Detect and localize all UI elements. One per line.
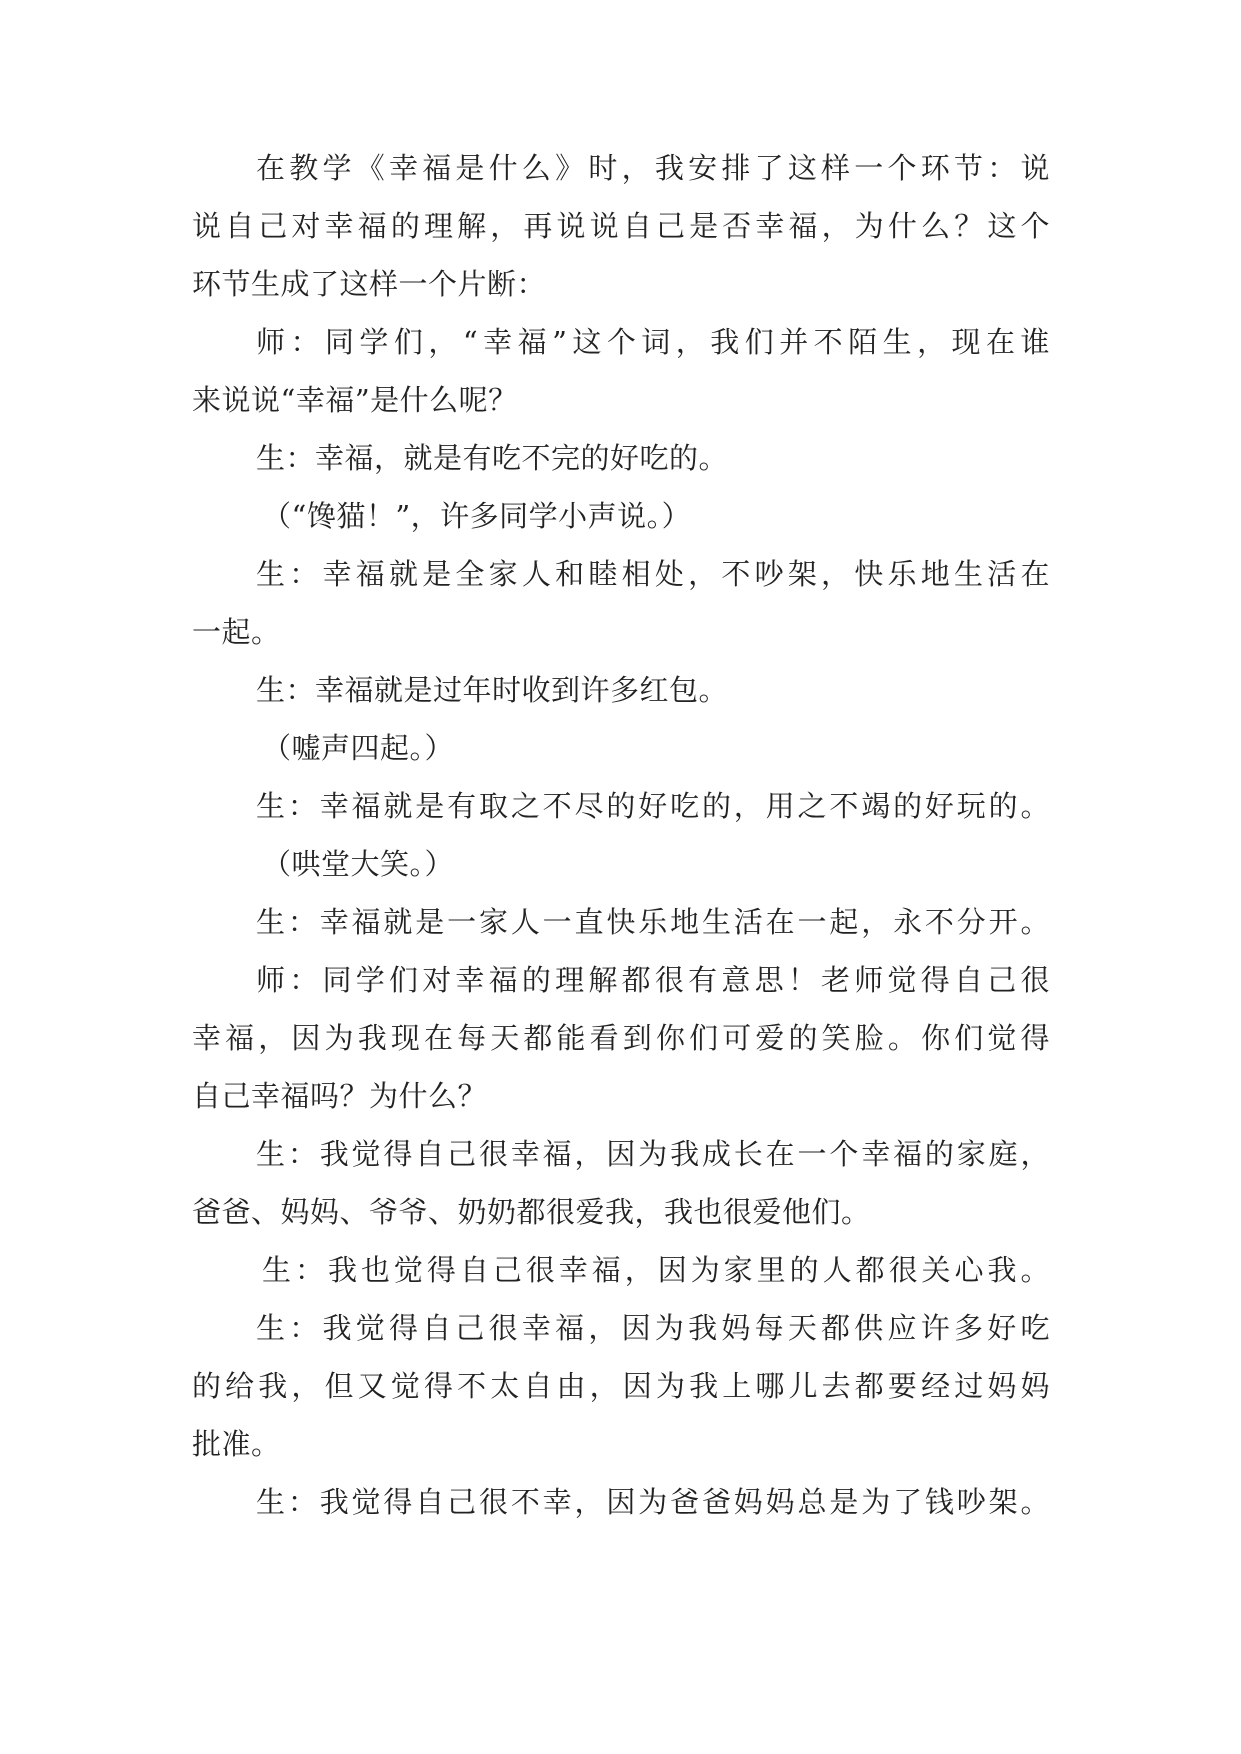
paragraph-line: （嘘声四起。） — [262, 731, 455, 765]
paragraph-line: （“馋猫！”，许多同学小声说。） — [262, 499, 692, 533]
paragraph-line: 自己幸福吗？为什么？ — [192, 1079, 488, 1113]
paragraph-line: 幸福，因为我现在每天都能看到你们可爱的笑脸。你们觉得 — [192, 1021, 1050, 1055]
paragraph-line: 的给我，但又觉得不太自由，因为我上哪儿去都要经过妈妈 — [192, 1369, 1050, 1403]
paragraph-line: 生：我觉得自己很幸福，因为我妈每天都供应许多好吃 — [256, 1311, 1050, 1345]
paragraph-line: 说自己对幸福的理解，再说说自己是否幸福，为什么？这个 — [192, 209, 1050, 243]
paragraph-line: 生：幸福就是全家人和睦相处，不吵架，快乐地生活在 — [256, 557, 1050, 591]
paragraph-line: 环节生成了这样一个片断： — [192, 267, 547, 301]
paragraph-line: 生：我也觉得自己很幸福，因为家里的人都很关心我。 — [262, 1253, 1050, 1287]
paragraph-line: 生：幸福就是过年时收到许多红包。 — [256, 673, 729, 707]
paragraph-line: 师：同学们对幸福的理解都很有意思！老师觉得自己很 — [256, 963, 1050, 997]
paragraph-line: 生：我觉得自己很不幸，因为爸爸妈妈总是为了钱吵架。 — [256, 1485, 1050, 1519]
paragraph-line: （哄堂大笑。） — [262, 847, 455, 881]
paragraph-line: 在教学《幸福是什么》时，我安排了这样一个环节：说 — [256, 151, 1050, 185]
paragraph-line: 生：幸福就是有取之不尽的好吃的，用之不竭的好玩的。 — [256, 789, 1050, 823]
paragraph-line: 来说说“幸福”是什么呢？ — [192, 383, 518, 417]
paragraph-line: 生：幸福就是一家人一直快乐地生活在一起，永不分开。 — [256, 905, 1050, 939]
paragraph-line: 批准。 — [192, 1427, 281, 1461]
paragraph-line: 生：我觉得自己很幸福，因为我成长在一个幸福的家庭， — [256, 1137, 1050, 1171]
paragraph-line: 一起。 — [192, 615, 281, 649]
paragraph-line: 生：幸福，就是有吃不完的好吃的。 — [256, 441, 729, 475]
paragraph-line: 爸爸、妈妈、爷爷、奶奶都很爱我，我也很爱他们。 — [192, 1195, 871, 1229]
paragraph-line: 师：同学们，“幸福”这个词，我们并不陌生，现在谁 — [256, 325, 1050, 359]
